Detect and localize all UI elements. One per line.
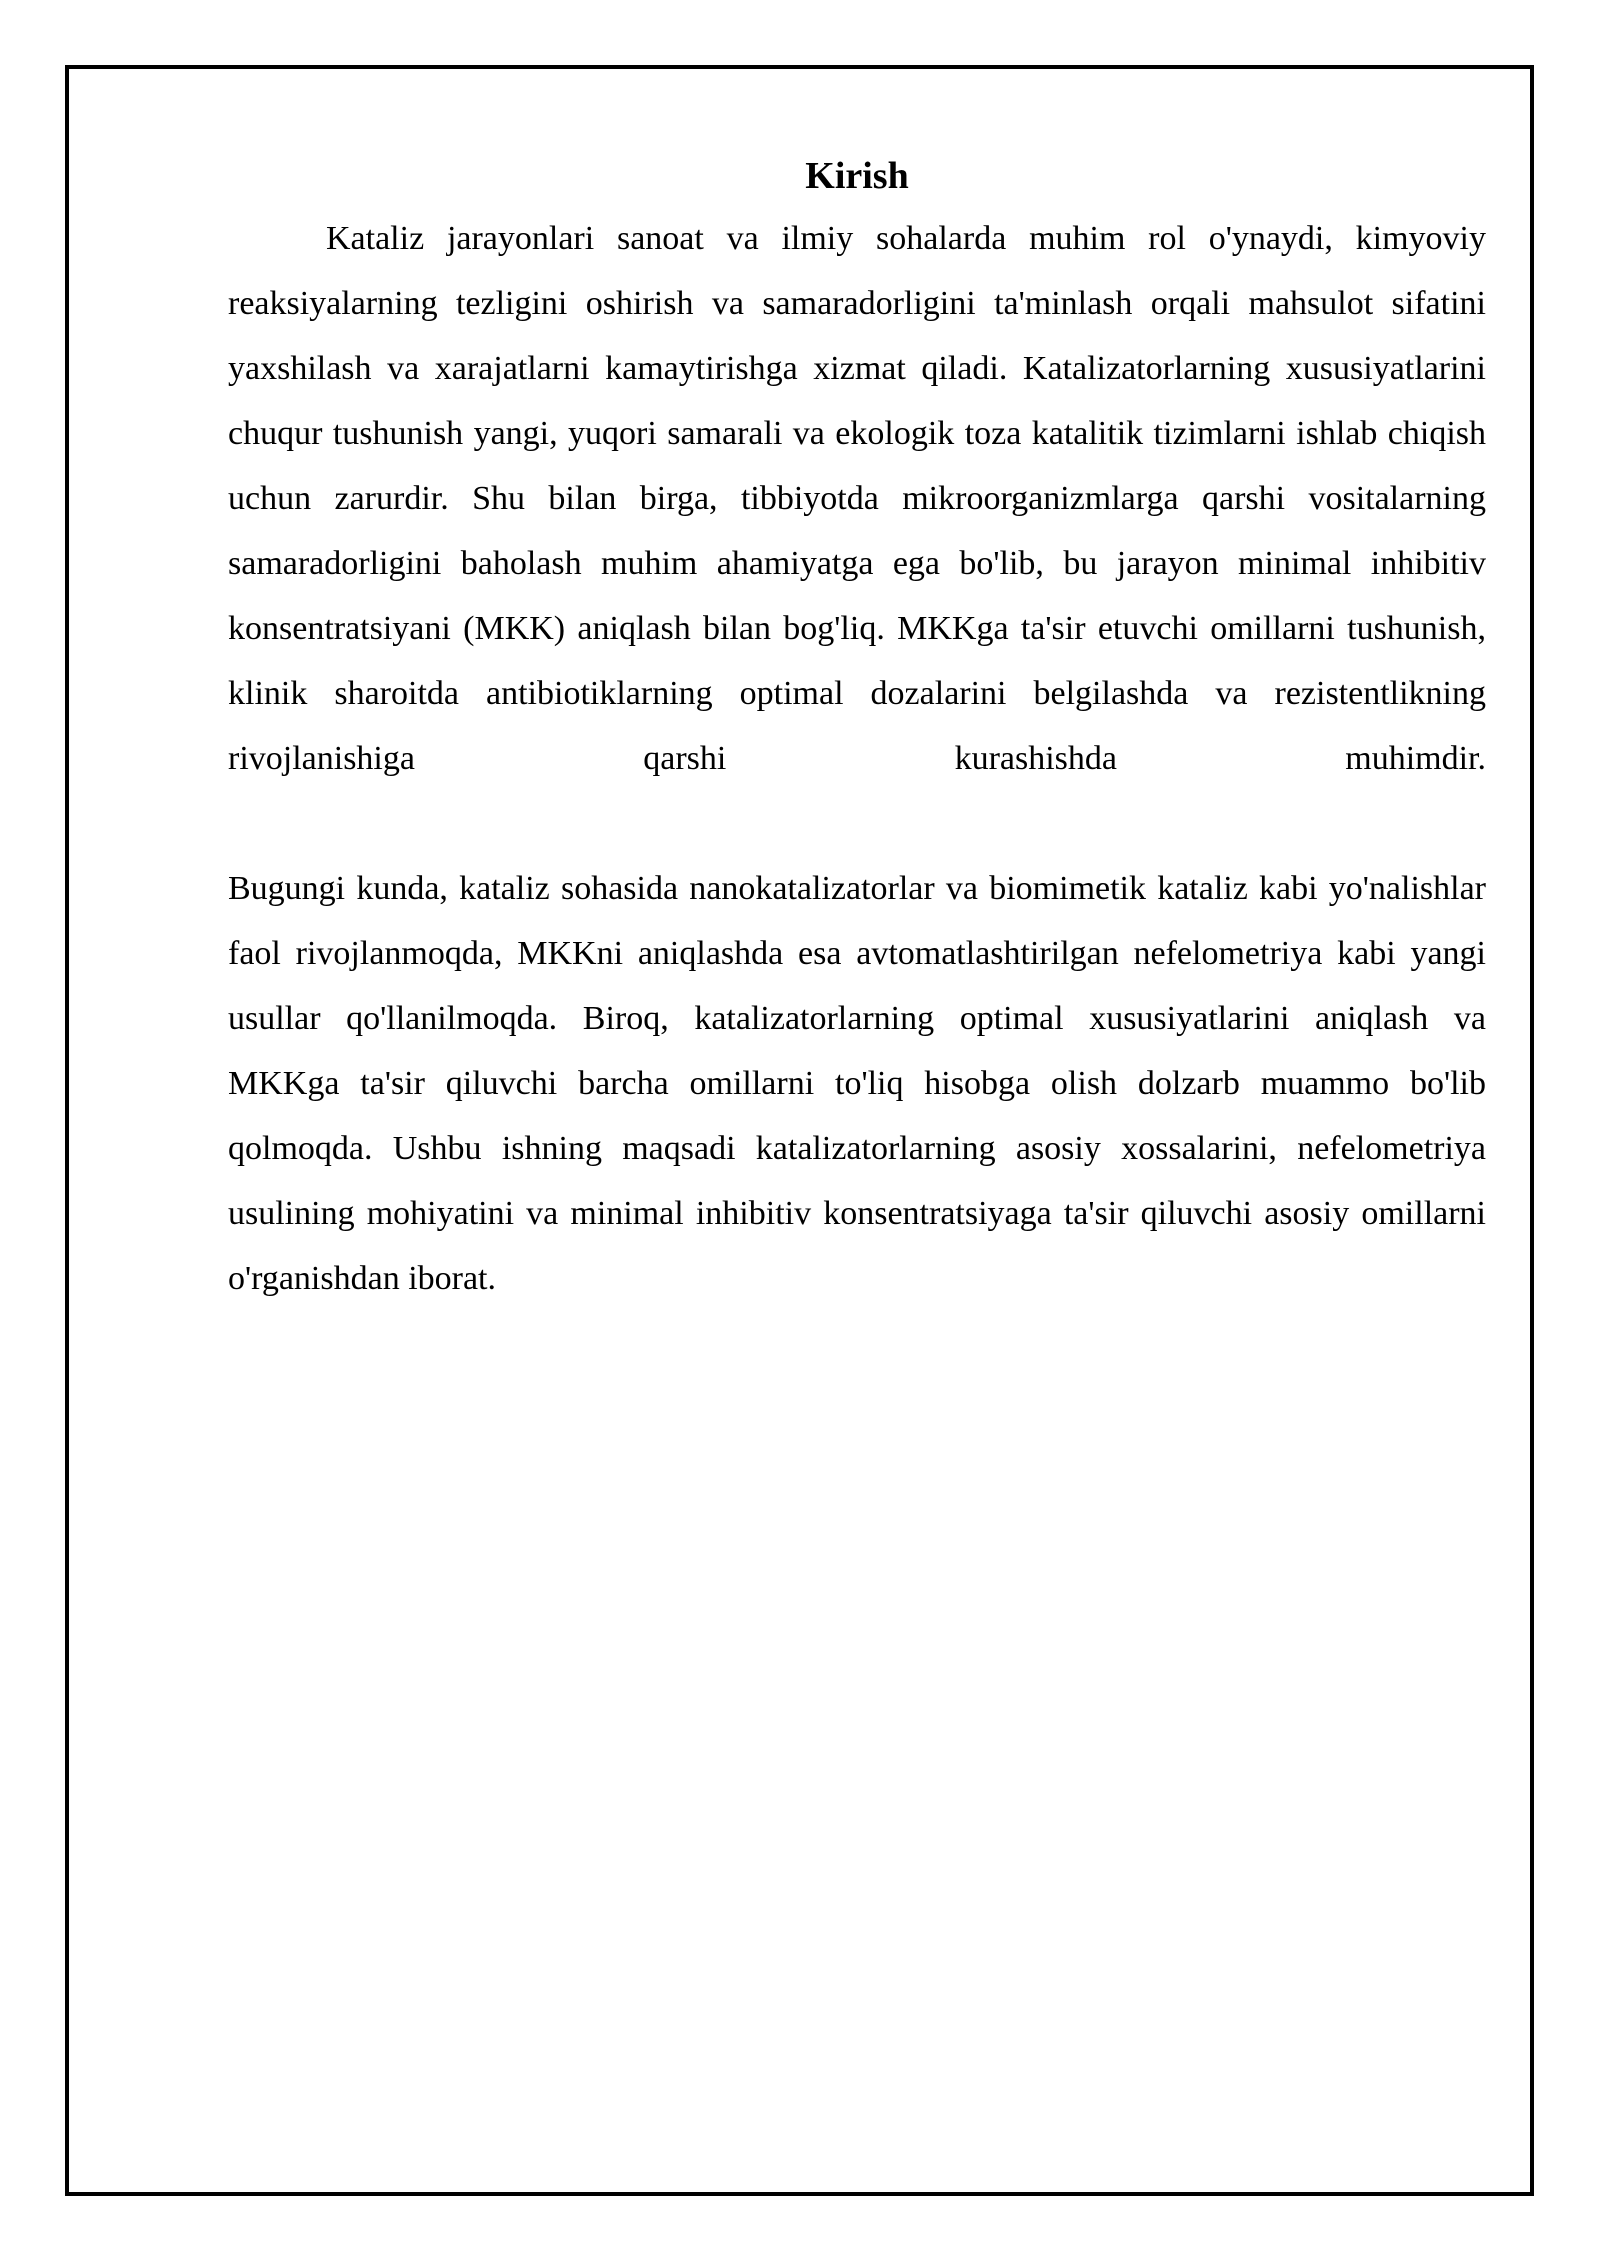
document-body [228, 146, 1486, 1311]
paragraph-gap [228, 791, 1486, 856]
paragraph-current-state: Bugungi kunda, kataliz sohasida nanokatalizatorlar va biomimetik kataliz kabi yo'nalishlar faol rivojlanmoqda, MKKni aniqlashda esa avtomatlashtirilgan nefelometriya kabi yangi usullar qo'llanilmoqda. Biroq, katalizatorlarning optimal xususiyatlarini aniqlash va MKKga ta'sir qiluvchi barcha omillarni to'liq hisobga olish dolzarb muammo bo'lib qolmoqda. Ushbu ishning maqsadi katalizatorlarning asosiy xossalarini, nefelometriya usulining mohiyatini va minimal inhibitiv konsentratsiyaga ta'sir qiluvchi asosiy omillarni o'rganishdan iborat. [228, 870, 1486, 1297]
document-title: Kirish [805, 155, 909, 197]
paragraph-intro: Kataliz jarayonlari sanoat va ilmiy sohalarda muhim rol o'ynaydi, kimyoviy reaksiyalarning tezligini oshirish va samaradorligini ta'minlash orqali mahsulot sifatini yaxshilash va xarajatlarni kamaytirishga xizmat qiladi. Katalizatorlarning xususiyatlarini chuqur tushunish yangi, yuqori samarali va ekologik toza katalitik tizimlarni ishlab chiqish uchun zarurdir. Shu bilan birga, tibbiyotda mikroorganizmlarga qarshi vositalarning samaradorligini baholash muhim ahamiyatga ega bo'lib, bu jarayon minimal inhibitiv konsentratsiyani (MKK) aniqlash bilan bog'liq. MKKga ta'sir etuvchi omillarni tushunish, klinik sharoitda antibiotiklarning optimal dozalarini belgilashda va rezistentlikning rivojlanishiga qarshi kurashishda muhimdir. [228, 220, 1486, 777]
